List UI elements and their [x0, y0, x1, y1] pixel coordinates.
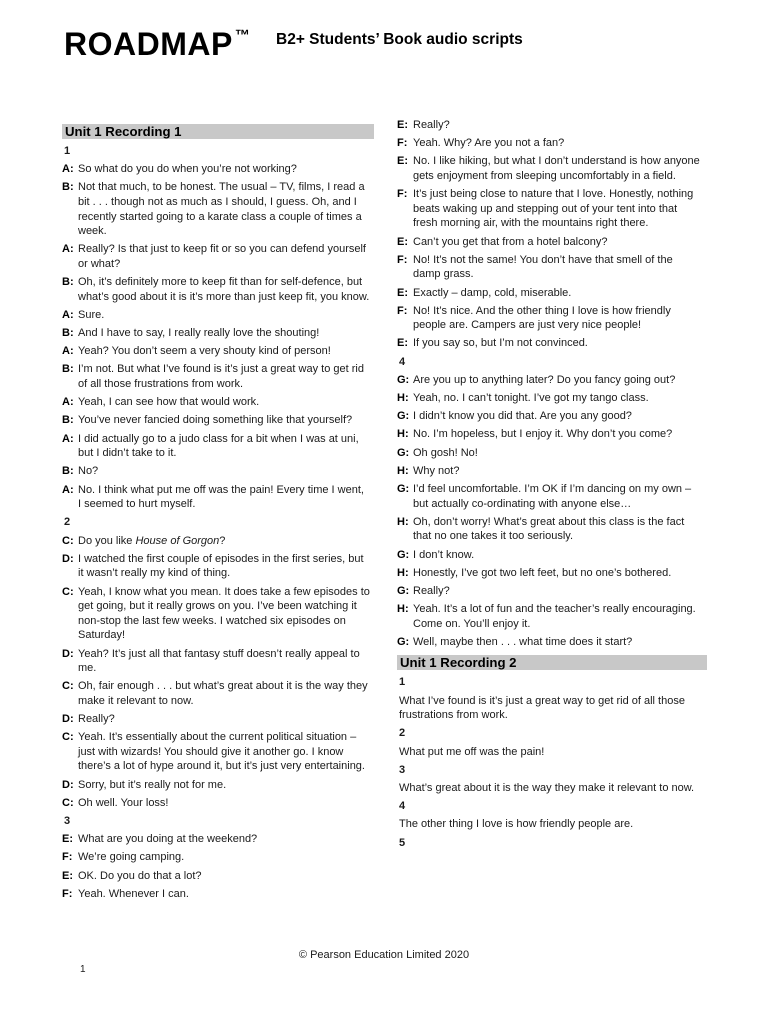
dialogue-line: [62, 162, 374, 177]
dialogue-line: [397, 548, 707, 563]
speaker-label: E:: [397, 119, 408, 131]
dialogue-number: 4: [399, 800, 406, 813]
dialogue-line: [397, 187, 707, 231]
dialogue-number: 1: [399, 676, 406, 689]
speaker-label: B:: [62, 181, 74, 194]
dialogue-line: [62, 832, 374, 847]
line-text: I’m not. But what I’ve found is it’s just a great way to get rid of all those frustrations from work.: [78, 363, 364, 391]
speaker-label: H:: [397, 603, 409, 616]
line-text: Why not?: [413, 464, 460, 477]
dialogue-line: [62, 413, 374, 428]
dialogue-number: 3: [64, 815, 71, 827]
line-text: No?: [78, 465, 99, 478]
dialogue-line: [397, 602, 707, 631]
line-text: Yeah? You don’t seem a very shouty kind of person!: [78, 345, 331, 358]
line-text: You’ve never fancied doing something like that yourself?: [78, 414, 353, 427]
line-text: Really?: [78, 713, 115, 726]
dialogue-line: [62, 869, 374, 884]
line-text: Yeah. It’s essentially about the current political situation – just with wizards! You should give it another go. I know there’s a lot of hype around it, but it’s just very entertaining.: [78, 731, 365, 773]
dialogue-number: 2: [399, 727, 406, 740]
line-text: Yeah. It’s a lot of fun and the teacher’s really encouraging. Come on. You’ll enjoy it.: [413, 603, 696, 630]
brand-logo: [64, 16, 250, 64]
speaker-label: G:: [397, 373, 410, 386]
dialogue-number: 3: [399, 763, 406, 776]
dialogue-line: [397, 304, 707, 333]
dialogue-number: 5: [399, 836, 406, 849]
dialogue-number: 1: [64, 145, 71, 157]
dialogue-line: [62, 585, 374, 643]
line-text: Oh, fair enough . . . but what’s great about it is the way they make it relevant to now.: [78, 680, 368, 707]
dialogue-line: [397, 253, 707, 282]
trademark-symbol: ™: [234, 27, 251, 44]
speaker-label: F:: [62, 887, 73, 900]
speaker-label: F:: [397, 188, 408, 201]
speaker-label: A:: [62, 163, 74, 176]
dialogue-line: [62, 679, 374, 708]
line-text: Really?: [413, 584, 450, 597]
speaker-label: G:: [397, 584, 410, 597]
speaker-label: B:: [62, 465, 74, 478]
speaker-label: H:: [397, 566, 409, 579]
line-text: I watched the first couple of episodes in the first series, but it wasn’t really my kind of thing.: [78, 552, 364, 580]
dialogue-number: 4: [399, 355, 406, 368]
line-text: Yeah? It’s just all that fantasy stuff doesn’t really appeal to me.: [78, 647, 360, 675]
speaker-label: F:: [62, 851, 73, 864]
line-text: No! It’s nice. And the other thing I love is how friendly people are. Campers are just very nice people!: [413, 304, 671, 332]
line-text: Not that much, to be honest. The usual – TV, films, I read a bit . . . though not as much as I should, I guess. Oh, and I recently started going to a karate class a couple of times a week.: [78, 181, 365, 238]
dialogue-line: [62, 326, 374, 341]
line-text: Really?: [413, 119, 450, 131]
line-text: It’s just being close to nature that I love. Honestly, nothing beats waking up and stepping out of your tent into that fresh morning air, with the mountains right there.: [413, 188, 694, 230]
copyright-footer: © Pearson Education Limited 2020: [298, 949, 470, 961]
speaker-label: B:: [62, 276, 74, 289]
line-text: Yeah, I know what you mean. It does take a few episodes to get going, but it really grows on you. I’ve been watching it non-stop the last few weeks. I watched six episodes on Saturday!: [78, 585, 370, 642]
line-text: Yeah, I can see how that would work.: [78, 396, 260, 409]
line-text: If you say so, but I’m not convinced.: [413, 337, 588, 350]
line-text: [78, 534, 374, 549]
speaker-label: H:: [397, 392, 409, 405]
dialogue-line: [62, 730, 374, 774]
dialogue-line: [397, 446, 707, 461]
page-number: 1: [80, 964, 86, 975]
dialogue-line: [397, 136, 707, 151]
speaker-label: A:: [62, 396, 74, 409]
line-text: Are you up to anything later? Do you fancy going out?: [413, 373, 676, 386]
page-header: [64, 16, 724, 62]
dialogue-line: [397, 566, 707, 581]
speaker-label: H:: [397, 428, 409, 441]
speaker-label: C:: [62, 534, 74, 547]
speaker-label: E:: [397, 337, 408, 350]
dialogue-line: [62, 344, 374, 359]
dialogue-line: [62, 534, 374, 549]
line-text: Oh well. Your loss!: [78, 796, 169, 809]
line-text: Exactly – damp, cold, miserable.: [413, 286, 572, 299]
speaker-label: B:: [62, 327, 74, 340]
speaker-label: B:: [62, 414, 74, 427]
speaker-label: H:: [397, 464, 409, 477]
speaker-label: A:: [62, 432, 74, 445]
dialogue-line: [397, 482, 707, 511]
sentence-text: What put me off was the pain!: [399, 745, 545, 758]
line-text: Yeah. Whenever I can.: [78, 887, 189, 900]
dialogue-line: [62, 180, 374, 238]
dialogue-line: [397, 464, 707, 479]
dialogue-line: [397, 118, 707, 133]
line-text: I don’t know.: [413, 548, 475, 561]
line-text: I’d feel uncomfortable. I’m OK if I’m dancing on my own – but actually co-ordinating with anyone else…: [413, 482, 692, 510]
dialogue-line: [397, 427, 707, 442]
dialogue-line: [397, 336, 707, 351]
dialogue-line: [62, 850, 374, 865]
line-text: Really? Is that just to keep fit or so you can defend yourself or what?: [78, 243, 366, 270]
speaker-label: C:: [62, 731, 74, 744]
speaker-label: A:: [62, 345, 74, 358]
line-text: Oh, don’t worry! What’s great about this class is the fact that no one takes it too seriously.: [413, 515, 685, 543]
dialogue-line: [62, 395, 374, 410]
line-text: Sorry, but it’s really not for me.: [78, 778, 227, 791]
brand-name: ROADMAP: [64, 26, 233, 62]
speaker-label: A:: [62, 243, 74, 256]
speaker-label: G:: [397, 446, 410, 459]
speaker-label: C:: [62, 680, 74, 693]
speaker-label: C:: [62, 585, 74, 598]
speaker-label: E:: [62, 833, 73, 846]
speaker-label: B:: [62, 363, 74, 376]
line-text: And I have to say, I really really love the shouting!: [78, 327, 320, 340]
speaker-label: D:: [62, 713, 74, 726]
document-subtitle: B2+ Students’ Book audio scripts: [276, 31, 523, 48]
dialogue-line: [397, 154, 707, 183]
speaker-label: A:: [62, 308, 74, 321]
sentence-text: The other thing I love is how friendly people are.: [399, 818, 634, 831]
dialogue-line: [62, 464, 374, 479]
line-text: Honestly, I’ve got two left feet, but no one’s bothered.: [413, 566, 672, 579]
dialogue-line: [62, 647, 374, 676]
line-text: Oh, it’s definitely more to keep fit than for self-defence, but what’s good about it is it’s more than just keep fit, you know.: [78, 276, 370, 303]
line-text: Oh gosh! No!: [413, 446, 478, 459]
line-text: We’re going camping.: [78, 851, 185, 864]
speaker-label: E:: [397, 155, 408, 168]
line-text: No. I like hiking, but what I don’t understand is how anyone gets enjoyment from sleeping uncomfortably in a field.: [413, 155, 700, 182]
right-column: [397, 118, 707, 854]
section-heading: Unit 1 Recording 1: [62, 124, 374, 139]
dialogue-line: [62, 552, 374, 581]
line-text: Yeah. Why? Are you not a fan?: [413, 137, 565, 150]
dialogue-line: [62, 242, 374, 271]
section-heading: Unit 1 Recording 2: [397, 655, 707, 670]
dialogue-line: [397, 286, 707, 301]
speaker-label: G:: [397, 410, 410, 423]
line-text: Sure.: [78, 308, 105, 321]
speaker-label: F:: [397, 304, 408, 317]
speaker-label: F:: [397, 137, 408, 150]
speaker-label: E:: [62, 869, 73, 882]
line-text: Can’t you get that from a hotel balcony?: [413, 235, 608, 248]
speaker-label: E:: [397, 235, 408, 248]
dialogue-line: [62, 887, 374, 902]
dialogue-line: [397, 409, 707, 424]
dialogue-line: [62, 362, 374, 391]
dialogue-line: [397, 584, 707, 599]
dialogue-line: [62, 275, 374, 304]
line-text-part: ?: [219, 534, 226, 547]
speaker-label: A:: [62, 483, 74, 496]
dialogue-line: [397, 235, 707, 250]
speaker-label: G:: [397, 635, 410, 648]
speaker-label: C:: [62, 796, 74, 809]
dialogue-line: [62, 778, 374, 793]
line-text: I didn’t know you did that. Are you any good?: [413, 410, 632, 423]
line-text: Yeah, no. I can’t tonight. I’ve got my tango class.: [413, 392, 649, 405]
line-text: No! It’s not the same! You don’t have that smell of the damp grass.: [413, 253, 673, 281]
speaker-label: G:: [397, 482, 410, 495]
show-title: House of Gorgon: [135, 534, 220, 547]
line-text: What are you doing at the weekend?: [78, 833, 258, 846]
dialogue-line: [62, 432, 374, 461]
speaker-label: H:: [397, 515, 409, 528]
dialogue-line: [397, 391, 707, 406]
line-text: No. I’m hopeless, but I enjoy it. Why don’t you come?: [413, 428, 673, 441]
dialogue-line: [397, 373, 707, 388]
line-text-part: Do you like: [78, 534, 136, 547]
dialogue-line: [397, 635, 707, 650]
speaker-label: D:: [62, 647, 74, 660]
dialogue-line: [62, 483, 374, 512]
speaker-label: F:: [397, 253, 408, 266]
line-text: Well, maybe then . . . what time does it start?: [413, 635, 633, 648]
dialogue-line: [397, 515, 707, 544]
line-text: No. I think what put me off was the pain! Every time I went, I seemed to hurt myself.: [78, 483, 364, 511]
dialogue-line: [62, 796, 374, 811]
speaker-label: D:: [62, 552, 74, 565]
speaker-label: G:: [397, 548, 410, 561]
left-column: [62, 118, 374, 905]
dialogue-line: [62, 308, 374, 323]
line-text: I did actually go to a judo class for a bit when I was at uni, but I didn’t take to it.: [78, 432, 359, 460]
sentence-text: What I’ve found is it’s just a great way to get rid of all those frustrations from work.: [399, 694, 685, 722]
sentence-text: What’s great about it is the way they make it relevant to now.: [399, 782, 695, 794]
speaker-label: D:: [62, 778, 74, 791]
dialogue-number: 2: [64, 516, 71, 529]
line-text: So what do you do when you’re not working?: [78, 163, 297, 176]
speaker-label: E:: [397, 286, 408, 299]
line-text: OK. Do you do that a lot?: [78, 869, 202, 882]
dialogue-line: [62, 712, 374, 727]
